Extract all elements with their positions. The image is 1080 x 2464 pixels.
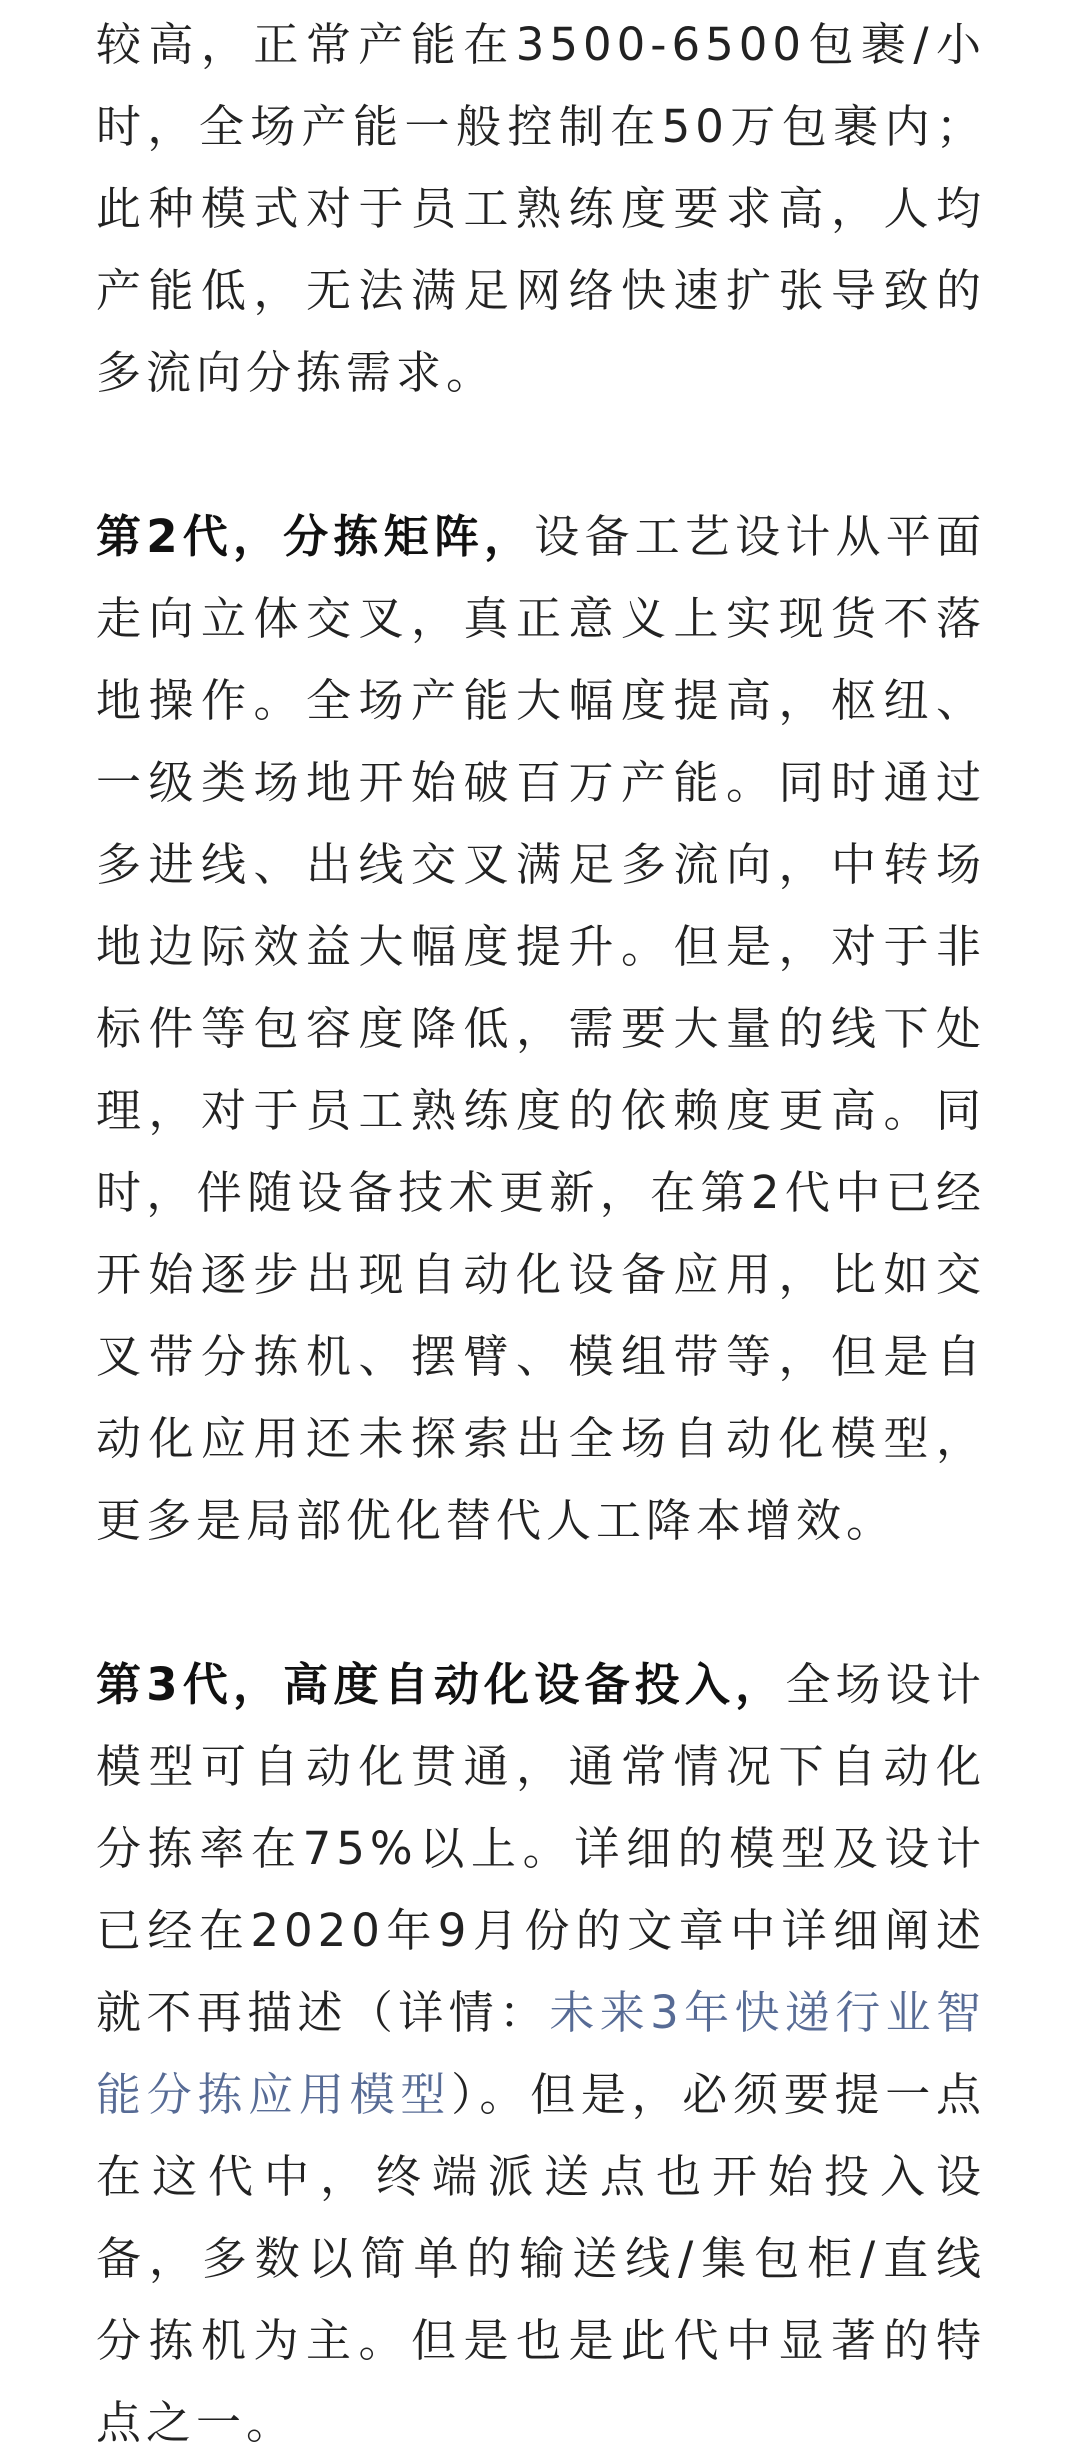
article-link[interactable]: 未来3年快递行业智能分拣应用模型 [96, 1986, 986, 2121]
paragraph-lead-gen2: 第2代，分拣矩阵， [96, 510, 535, 563]
paragraph-gen3 [96, 1644, 986, 2464]
paragraph-text: 设备工艺设计从平面走向立体交叉，真正意义上实现货不落地操作。全场产能大幅度提高，枢纽、一级类场地开始破百万产能。同时通过多进线、出线交叉满足多流向，中转场地边际效益大幅度提升。但是，对于非标件等包容度降低，需要大量的线下处理，对于员工熟练度的依赖度更高。同时，伴随设备技术更新，在第2代中已经开始逐步出现自动化设备应用，比如交叉带分拣机、摆臂、模组带等，但是自动化应用还未探索出全场自动化模型，更多是局部优化替代人工降本增效。 [96, 510, 986, 1547]
paragraph-lead-gen3: 第3代，高度自动化设备投入， [96, 1658, 786, 1711]
paragraph-text: 全场设计模型可自动化贯通，通常情况下自动化分拣率在75%以上。详细的模型及设计已经在2020年9月份的文章中详细阐述就不再描述（详情： [96, 1658, 986, 2039]
paragraph-gen2 [96, 496, 986, 1562]
paragraph-text: 较高，正常产能在3500-6500包裹/小时，全场产能一般控制在50万包裹内；此种模式对于员工熟练度要求高，人均产能低，无法满足网络快速扩张导致的多流向分拣需求。 [96, 18, 986, 399]
paragraph-text: ）。但是，必须要提一点在这代中，终端派送点也开始投入设备，多数以简单的输送线/集包柜/直线分拣机为主。但是也是此代中显著的特点之一。 [96, 2068, 986, 2449]
article-body [0, 4, 1080, 2464]
paragraph-gen1-summary [96, 4, 986, 414]
